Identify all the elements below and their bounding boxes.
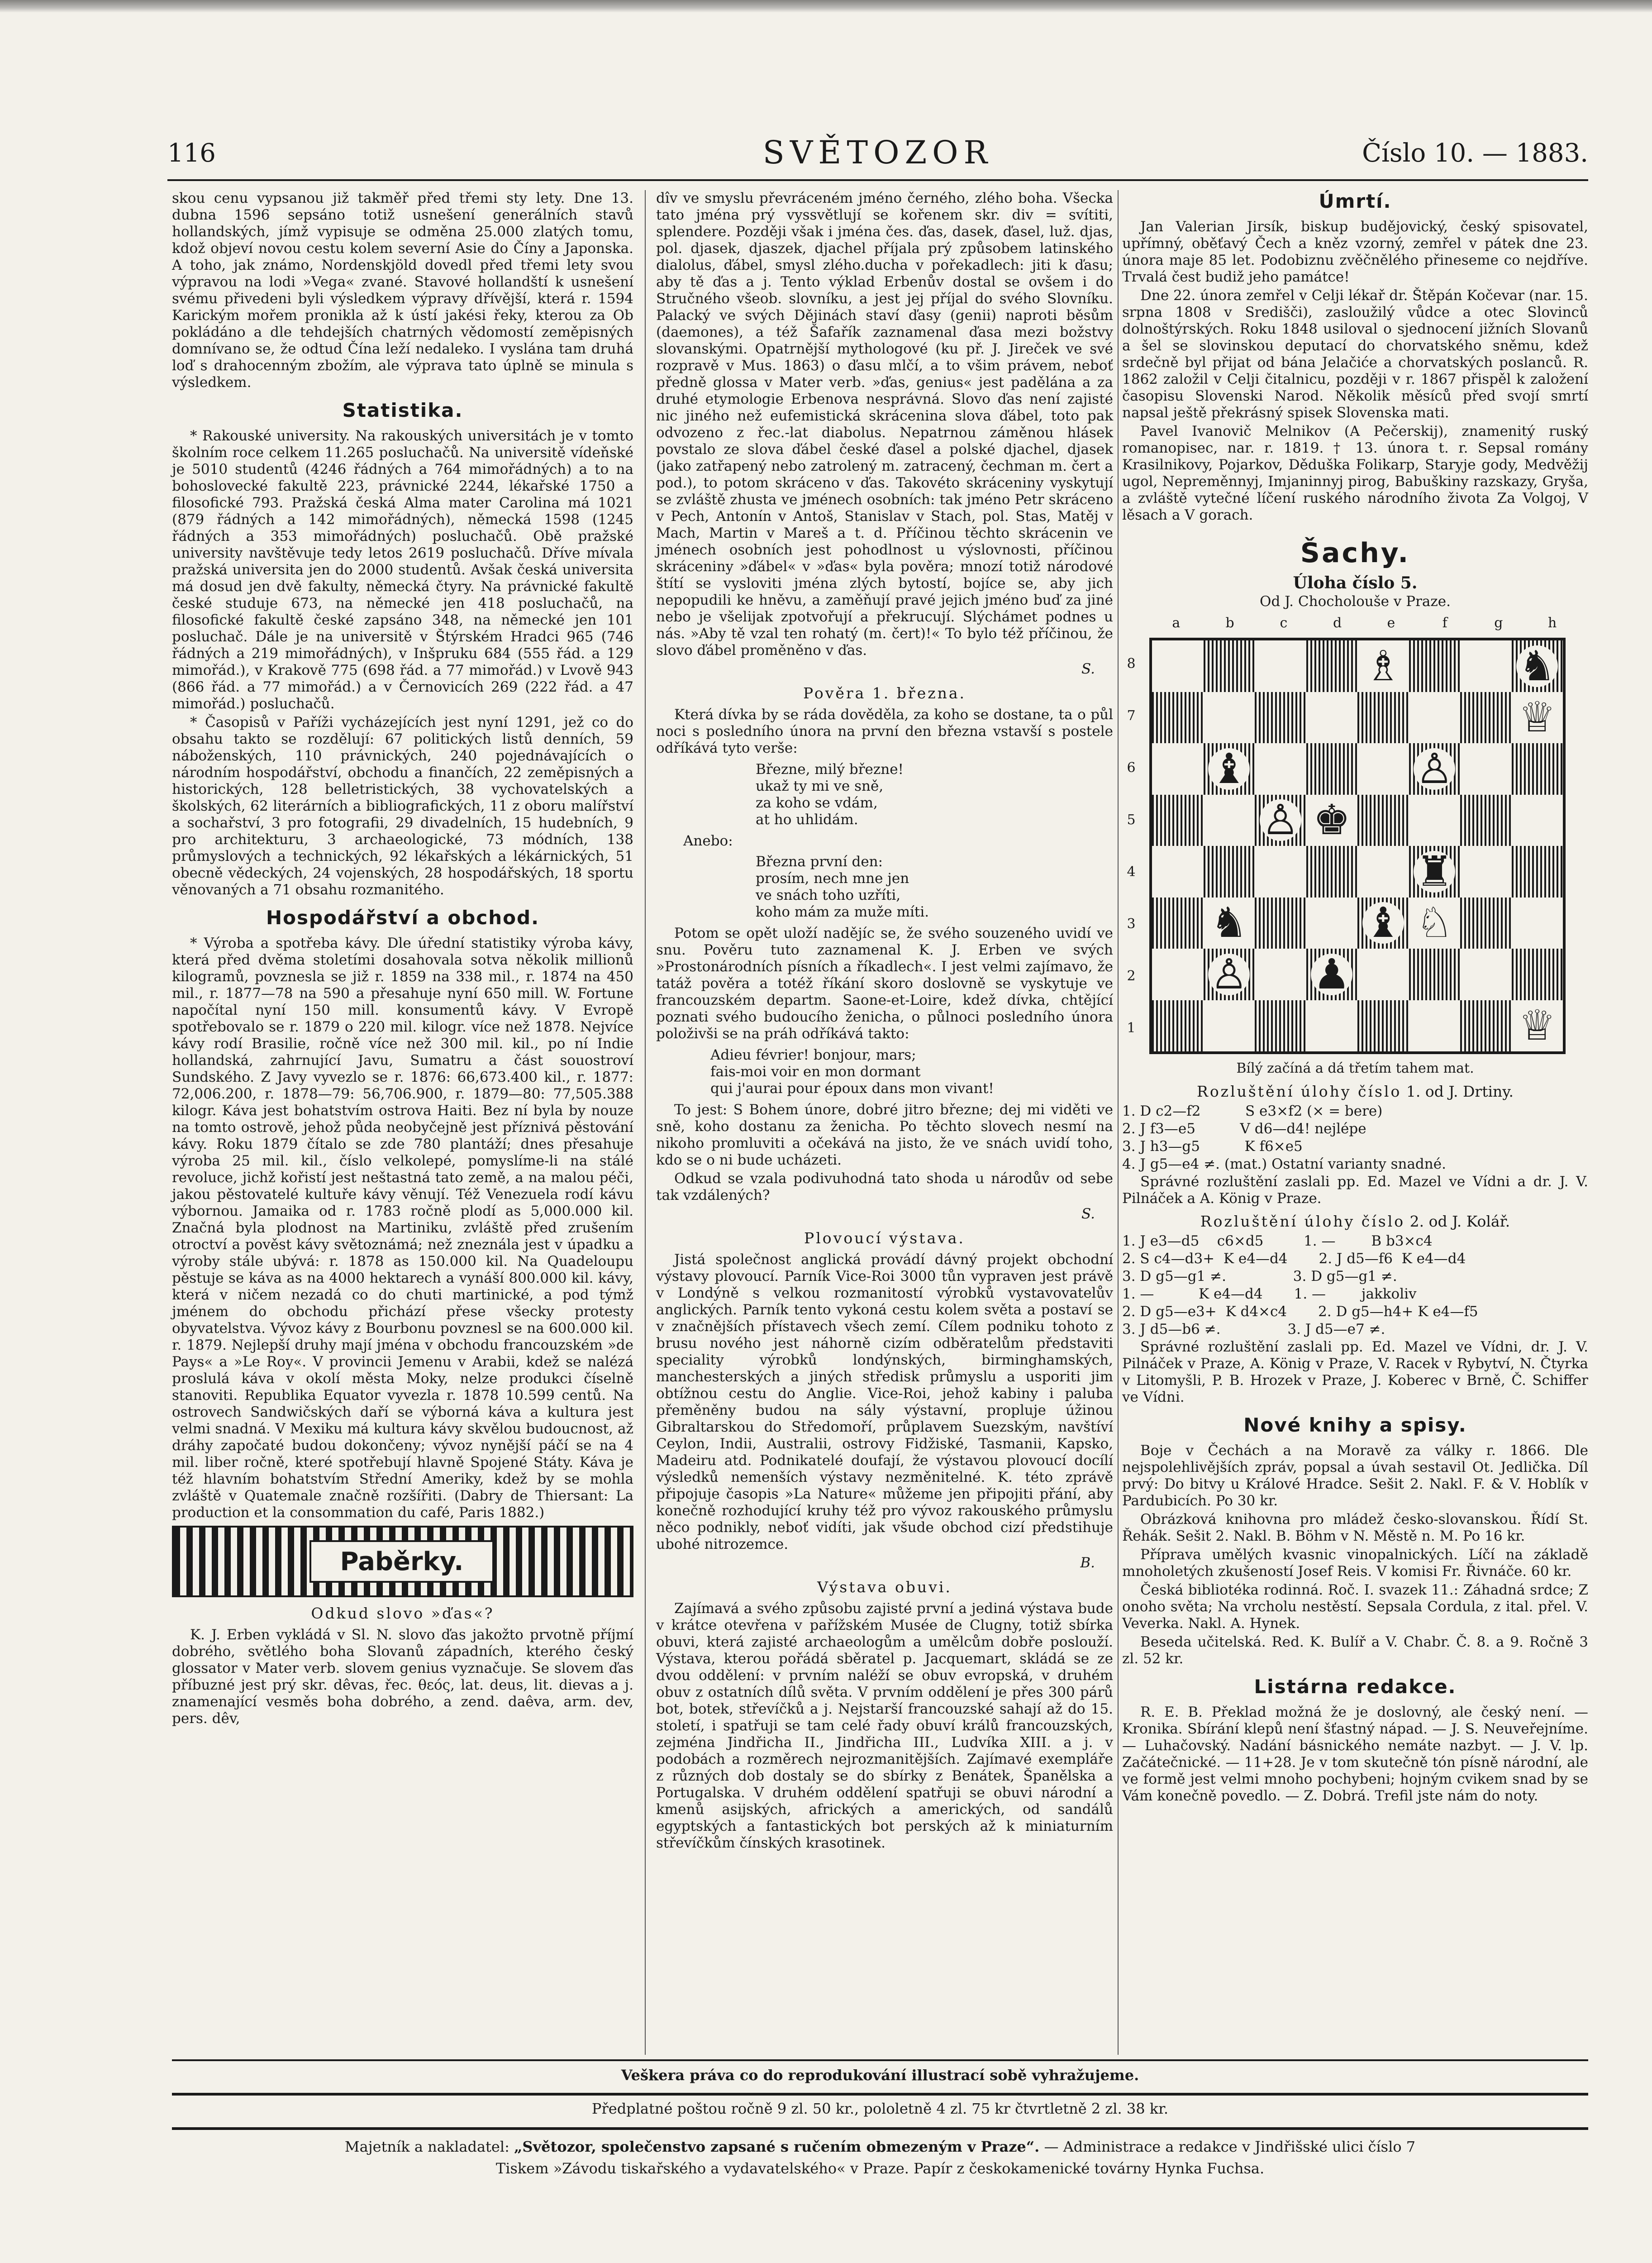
solution-2-moves	[1122, 1233, 1588, 1338]
board-square	[1357, 743, 1409, 795]
move-line: 1. D c2—f2 S e3×f2 (× = bere)	[1122, 1103, 1383, 1119]
board-square	[1306, 640, 1358, 692]
solution-1-moves	[1122, 1103, 1588, 1173]
board-square	[1204, 692, 1255, 744]
board-square	[1204, 949, 1255, 1000]
board-square	[1306, 743, 1358, 795]
paragraph: skou cenu vypsanou již takměř před třemi sty lety. Dne 13. dubna 1596 sepsáno totiž usnešení generálních stavů hollandských, jímž vypisuje se odměna 25.000 zlatých tomu, kdož objeví novou cestu kolem severní Asie do Číny a Japonska. A toho, jak známo, Nordenskjöld dovedl před třemi lety svou výpravou na lodi »Vega« zvané. Stavové hollandští k usnešení svému přivedeni byli výsledkem výpravy dřívější, která r. 1594 Karickým mořem pronikla až k ústí jakési řeky, kterou za Ob pokládáno a dle tehdejších chatrných vědomostí zeměpisných domnívano se, že odtud Čína leží nedaleko. I vyslána tam druhá loď s drahocenným zbožím, ale výprava tato úplně se minula s výsledkem.	[172, 190, 633, 391]
board-square	[1306, 1000, 1358, 1052]
chess-piece: ♙	[1414, 748, 1455, 790]
section-heading-hospodarstvi: Hospodářství a obchod.	[266, 907, 540, 929]
author-sign: S.	[1081, 661, 1095, 677]
board-square	[1152, 1000, 1204, 1052]
verse-line: ve snách toho uzříti,	[756, 887, 901, 903]
chess-piece: ♝	[1362, 902, 1404, 944]
rank-label: 4	[1127, 864, 1136, 880]
board-square	[1409, 743, 1461, 795]
section-heading-umrti: Úmrtí.	[1319, 190, 1392, 212]
move-line: 1. — K e4—d4 1. — jakkoliv	[1122, 1286, 1417, 1302]
chess-piece: ♘	[1414, 902, 1455, 944]
board-square	[1409, 949, 1461, 1000]
paragraph: Česká bibliotéka rodinná. Roč. I. svazek 11.: Záhadná srdce; Z onoho světa; Na vrcholu nestěstí. Sepsala Cordula, z ital. přel. V. Veverka. Nakl. A. Hynek.	[1122, 1582, 1588, 1632]
page-number: 116	[167, 138, 216, 168]
solution-1-title-prefix: Rozluštění úlohy číslo	[1196, 1083, 1402, 1100]
intro-text	[172, 190, 633, 391]
solution-1-title	[1122, 1083, 1588, 1100]
move-line: 4. J g5—e4 ≠. (mat.) Ostatní varianty snadné.	[1122, 1156, 1446, 1172]
paragraph: To jest: S Bohem únore, dobré jitro březne; dej mi viděti ve sně, koho dostanu za ženicha. Po těchto slovech nesmí na nikoho promluviti a očekává na jisto, že ve snách uvidí toho, kdo se o ni bude ucházeti.	[656, 1102, 1113, 1168]
section-heading-statistika: Statistika.	[342, 399, 463, 421]
file-label: d	[1333, 615, 1342, 631]
solution-2-title-prefix: Rozluštění úlohy číslo	[1200, 1213, 1405, 1230]
section-heading-sachy: Šachy.	[1300, 537, 1410, 569]
paragraph: Potom se opět uloží nadějíc se, že svého souzeného uvidí ve snu. Pověru tuto zaznamenal K. J. Erben ve svých »Prostonárodních písních a říkadlech«. I jest velmi zajímavo, že tatáž pověra a totéž říkání skoro doslovně se vyskytuje ve francouzském departm. Saone-et-Loire, kdež dívka, chtějící poznati svého budoucího ženicha, o půlnoci posledního února položivši se na práh odříkává takto:	[656, 925, 1113, 1042]
verse-label: Anebo:	[683, 833, 733, 849]
solution-2-title-suffix: 2. od J. Kolář.	[1409, 1213, 1510, 1230]
rank-label: 6	[1127, 760, 1136, 776]
author-sign: S.	[1081, 1206, 1095, 1222]
rank-label: 8	[1127, 656, 1136, 672]
plovouci-text	[656, 1251, 1113, 1553]
board-square	[1357, 1000, 1409, 1052]
verse-block-french	[710, 1047, 1113, 1097]
verse-line: Březne, milý březne!	[756, 761, 904, 778]
verse-line: ukaž ty mi ve sně,	[756, 778, 884, 794]
paragraph: K. J. Erben vykládá v Sl. N. slovo ďas jakožto prvotně příjmí dobrého, světlého boha Slovanů západních, kterého český glossator v Mater verb. slovem genius vyznačuje. Se slovem ďas příbuzné jest prý skr. dêvas, řec. θεός, lat. deus, lit. dievas a j. znamenající vesměs boha dobrého, a zend. daêva, arm. dev, pers. dêv,	[172, 1627, 633, 1727]
column-3	[1122, 190, 1588, 1806]
board-square	[1152, 795, 1204, 846]
verse-line: qui j'aurai pour époux dans mon vivant!	[710, 1080, 994, 1097]
paragraph: Zajímavá a svého způsobu zajisté první a jediná výstava bude v krátce otevřena v pařížském Musée de Clugny, totiž sbírka obuvi, která zajisté archaeologům a umělcům dobře poslouží. Výstava, kterou pořádá sběratel p. Jacquemart, skládá se ze dvou oddělení: v prvním naléží se obuv evropská, v druhém obuv z ostatních dílů světa. V prvním oddělení je přes 300 párů bot, botek, střevíčků a j. Nejstarší francouzské sahají až do 15. století, i spatřuji se tam celé řady obuví králů francouzských, zejména Jindřicha II., Jindřicha III., Ludvíka XIII. a j. v podobách a rozměrech nejrozmanitějších. Zajímavé exempláře z různých dob dostaly se do sbírky z Benátek, Španělska a Portugalska. V druhém oddělení spatřuji se obuvi národní a kmenů asijských, afrických a amerických, od sandálů egyptských a fantastických bot perských až k miniaturním střevíčkům čínských krasotinek.	[656, 1600, 1113, 1851]
board-square	[1152, 640, 1204, 692]
move-line: 2. S c4—d3+ K e4—d4 2. J d5—f6 K e4—d4	[1122, 1251, 1466, 1267]
move-line: 1. J e3—d5 c6×d5 1. — B b3×c4	[1122, 1233, 1433, 1249]
paragraph: * Časopisů v Paříži vycházejících jest nyní 1291, jež co do obsahu takto se rozdělují: 67 politických listů denních, 59 náboženských, 110 právnických, 240 pojednávajících o národním hospodářství, obchodu a finančích, 22 zeměpisných a historických, 128 belletristických, 38 vychovatelských a školských, 62 literárních a bibliografických, 11 z oboru malířství a sochařství, 3 pro fotografii, 29 divadelních, 15 hudebních, 9 pro architekturu, 3 archaeologické, 73 módních, 138 průmyslových a technických, 92 lékařských a lékárnických, 51 obecně vědeckých, 24 vojenských, 28 hospodářských, 18 sportu věnovaných a 71 obsahu rozmanitého.	[172, 714, 633, 898]
verse-line: za koho se vdám,	[756, 795, 878, 811]
board-square	[1460, 949, 1512, 1000]
move-line: 3. D g5—g1 ≠. 3. D g5—g1 ≠.	[1122, 1268, 1397, 1284]
board-square	[1357, 795, 1409, 846]
board-square	[1357, 692, 1409, 744]
file-label: e	[1387, 615, 1395, 631]
board-square	[1512, 846, 1563, 898]
odkud-text	[172, 1627, 633, 1727]
paragraph: Jistá společnost anglická provádí dávný projekt obchodní výstavy plovoucí. Parník Vice-Roi 3000 tůn vypraven jest právě v Londýně s velkou rozmanitostí výrobků vystavovatelův anglických. Parník tento vykoná cestu kolem světa a postaví se v značnějších přístavech všech zemí. Cílem podniku tohoto z brusu nového jest náhorně cizím odběratelům představiti speciality výrobků londýnských, birminghamských, manchesterských a jiných středisk průmyslu a usporiti jim obtížnou cestu do Anglie. Vice-Roi, jehož kabiny i paluba přeměněny budou na sály výstavní, propluje úžinou Gibraltarskou do Středomoří, průplavem Suezským, navštíví Ceylon, Indii, Australii, ostrovy Fidžiské, Tasmanii, Kapsko, Madeiru atd. Podnikatelé doufají, že výstavou plovoucí docílí výsledků nemenších výstavy nezměnitelné. K. této zprávě připojuje časopis »La Nature« můžeme jen připojiti přání, aby konečně rozhodující kruhy též pro vývoz rakouského průmyslu něco podnikly, neboť vidíti, jak všude obchod cizí předstihuje ubohé nitrozemce.	[656, 1251, 1113, 1552]
board-square	[1255, 795, 1306, 846]
rank-label: 7	[1127, 708, 1136, 724]
board-square	[1255, 846, 1306, 898]
paragraph: Jan Valerian Jirsík, biskup budějovický, český spisovatel, upřímný, oběťavý Čech a kněz vzorný, zemřel v pátek dne 23. února maje 85 let. Podobiznu zvěčnělého přineseme co nejdříve. Trvalá čest budiž jeho památce!	[1122, 219, 1588, 285]
board-square	[1204, 846, 1255, 898]
paragraph: * Rakouské university. Na rakouských universitách je v tomto školním roce celkem 11.265 posluchačů. Na universitě vídeňské je 5010 studentů (4246 řádných a 764 mimořádných) a to na bohoslovecké fakultě 223, právnické 2244, lékařské 1750 a filosofické 793. Pražská česká Alma mater Carolina má 1021 (879 řádných a 142 mimořádných), německá 1598 (1245 řádných a 353 mimořádných) posluchačů. Obě pražské university navštěvuje tedy letos 2619 posluchačů. Dříve mívala pražská universita jen do 2000 studentů. Avšak česká universita má dosud jen dvě fakulty, německá čtyry. Na právnické fakultě české studuje 673, na německé jen 418 posluchačů, na filosofické fakultě české zapsáno 348, na německé jen 101 posluchač. Dále je na universitě v Štýrském Hradci 965 (746 řádných a 219 mimořádných), v Inšpruku 684 (555 řád. a 129 mimořád.), v Krakově 775 (698 řád. a 77 mimořád.) v Lvově 943 (866 řád. a 77 mimořád.) a v Černovicích 269 (222 řád. a 47 mimořád.) posluchačů.	[172, 428, 633, 712]
board-square	[1152, 846, 1204, 898]
board-square	[1460, 846, 1512, 898]
footer-rule	[172, 2127, 1588, 2130]
article-heading-odkud: Odkud slovo »ďas«?	[311, 1604, 495, 1622]
chess-diagram	[1122, 615, 1588, 1059]
paragraph: Beseda učitelská. Red. K. Bulíř a V. Chabr. Č. 8. a 9. Ročně 3 zl. 52 kr.	[1122, 1634, 1588, 1667]
footer-rights: Veškera práva co do reprodukování illustrací sobě vyhražujeme.	[621, 2067, 1139, 2084]
board-square	[1152, 692, 1204, 744]
issue-number: Číslo 10. — 1883.	[1362, 138, 1588, 168]
knihy-text	[1122, 1442, 1588, 1667]
umrti-text	[1122, 219, 1588, 524]
povera-text-end	[656, 1102, 1113, 1204]
board-square	[1409, 898, 1461, 949]
board-square	[1204, 743, 1255, 795]
chess-piece: ♟	[1311, 954, 1352, 995]
board-square	[1512, 1000, 1563, 1052]
paragraph: dîv ve smyslu převráceném jméno černého, zlého boha. Všecka tato jména prý vyssvětlují se kořenem skr. div = svítiti, splendere. Později však i jména čes. ďas, dasek, ďasel, luž. djas, pol. djasek, djaszek, djachel příjala prý způsobem latinského dialolus, ďábel, smysl zlého.ducha v pořekadlech: jiti k ďasu; aby tě ďas a j. Tento výklad Erbenův dostal se ovšem i do Stručného všeob. slovníku, a jest jej příjal do svého Slovníku. Palacký ve svých Dějinách staví ďasy (genii) naproti běsům (daemones), a též Šafařík zaznamenal ďasa mezi božstvy slovanskými. Opatrnější mythologové (ku př. J. Jireček ve své rozpravě v Mus. 1863) o ďasu mlčí, a to všim právem, neboť předně glossa v Mater verb. »ďas, genius« jest padělána a za druhé etymologie Erbenova nesprávná. Slovo ďas není zajisté nic jiného než eufemistická skrácenina slova ďábel, toto pak odvozeno z řec.-lat diabolus. Nepatrnou záměnou hlásek povstalo ze slova ďábel české ďasel a polské djachel, djasek (jako zatřapený nebo zatrolený m. zatracený, čechman m. čert a pod.), to potom skráceno v ďas. Takovéto skráceniny vyskytují se zvláště zhusta ve jménech osobních: tak jméno Petr skráceno v Pech, Antonín v Antoš, Stanislav v Stach, pol. Stas, Matěj v Mach, Martin v Mareš a t. d. Příčinou těchto skrácenin ve jménech osobních jest pohodlnost u výslovnosti, příčinou skráceniny »ďábel« v »ďas« byla pověra; mnozí totiž národové štítí se vysloviti jména zlých bytostí, bojíce se, aby jich nepopudili ke hněvu, a zaměňují pravé jejich jméno buď za jiné nebo je všelijak zpotvořují a překrucují. Slýchámet podnes u nás. »Aby tě vzal ten rohatý (m. čert)!« To bylo též příčinou, že slovo ďábel proměněno v ďas.	[656, 190, 1113, 659]
board-square	[1357, 949, 1409, 1000]
footer-rule	[172, 2059, 1588, 2061]
chess-task-title: Úloha číslo 5.	[1293, 573, 1418, 592]
chess-task-author: Od J. Chocholouše v Praze.	[1260, 593, 1451, 610]
move-line: 3. J d5—b6 ≠. 3. J d5—e7 ≠.	[1122, 1321, 1385, 1337]
chess-piece: ♕	[1516, 697, 1558, 738]
column-separator	[1118, 190, 1119, 2055]
chess-piece: ♞	[1516, 645, 1558, 687]
board-square	[1512, 692, 1563, 744]
verse-block	[756, 854, 1113, 921]
board-square	[1409, 846, 1461, 898]
board-square	[1512, 743, 1563, 795]
verse-line: Března první den:	[756, 854, 883, 870]
board-square	[1306, 949, 1358, 1000]
file-label: h	[1547, 615, 1557, 631]
footer-publisher	[172, 2138, 1588, 2155]
hospodarstvi-text	[172, 935, 633, 1521]
scan-edge	[0, 0, 1652, 13]
board-square	[1204, 898, 1255, 949]
board-square	[1512, 795, 1563, 846]
paragraph: * Výroba a spotřeba kávy. Dle úřední statistiky výroba kávy, která před dvěma stoletími dosahovala sotva několik millionů kilogramů, povznesla se již r. 1859 na 338 mil., r. 1874 na 450 mil., r. 1877—78 na 590 a přesahuje nyní 650 mill. W. Fortune napočítal nyní 150 mill. konsumentů kávy. V Evropě spotřebovalo se r. 1879 o 220 mil. kilogr. více než 1878. Nejvíce kávy rodí Brasilie, ročně více než 300 mil. kil., po ní Indie hollandská, zahrnující Javu, Sumatru a část souostroví Sundského. Z Javy vyvezlo se r. 1876: 66,673.400 kil., r. 1877: 72,006.200, r. 1878—79: 56,706.900, r. 1879—80: 77,505.388 kilogr. Káva jest bohatstvím ostrova Haiti. Bez ní byla by nouze na tomto ostrově, jehož půda neobyčejně jest příznivá pěstování kávy. Roku 1879 čítalo se zde 780 plantáží; dnes přesahuje výroba 25 mil. kil., číslo velkolepé, pomyslíme-li na stálé revoluce, jichž kořistí jest neštastná tato země, a na malou péči, jakou pěstovatelé kultuře kávy věnují. Též Venezuela rodí kávu výbornou. Jamaika od r. 1783 ročně plodí as 5,000.000 kil. Značná byla plodnost na Martiniku, zvláště před zrušením otroctví a pověst kávy světoznámá; než zneznála jest v úpadku a výroby stále ubývá: r. 1878 as 150.000 kil. Na Quadeloupu pěstuje se káva as na 4000 hektarech a vynáší 800.000 kil. kávy, která v ničem nezadá co do chuti martinické, a pod týmž jménem do obchodu přichází přese všecky protesty obyvatelstva. Vývoz kávy z Bourbonu povznesl se na 600.000 kil. r. 1879. Nejlepší druhy mají jména v obchodu francouzském »de Pays« a »Le Roy«. V provincii Jemenu v Arabii, kdež se nalézá proslulá káva v okolí města Moky, nelze produkci číselně stanoviti. Republika Equator vyvezla r. 1878 10.599 centů. Na ostrovech Sandwičských daří se výborná káva a kultura jest velmi snadná. V Mexiku má kultura kávy skvělou budoucnost, až dráhy započaté budou dokončeny; vývoz nynější páčí se na 4 mil. liber ročně, které spotřebují hlavně Spojené Státy. Káva je též hlavním bohatstvím Střední Ameriky, kdež by se mohla zvláště v Quatemale značně rozšířiti. (Dabry de Thiersant: La production et la consommation du café, Paris 1882.)	[172, 935, 633, 1521]
rank-label: 2	[1127, 968, 1136, 984]
article-heading-obuvi: Výstava obuvi.	[817, 1578, 952, 1596]
board-square	[1409, 692, 1461, 744]
board-square	[1255, 1000, 1306, 1052]
verse-block	[756, 761, 1113, 828]
board-square	[1460, 640, 1512, 692]
author-sign: B.	[1080, 1555, 1095, 1571]
board-square	[1255, 949, 1306, 1000]
paragraph: Odkud se vzala podivuhodná tato shoda u národův od sebe tak vzdálených?	[656, 1170, 1113, 1203]
board-square	[1409, 640, 1461, 692]
paragraph: Příprava umělých kvasnic vinopalnických. Líčí na základě mnoholetých zkušeností Josef Reis. V komisi Fr. Řivnáče. 60 kr.	[1122, 1547, 1588, 1580]
board-square	[1255, 640, 1306, 692]
column-2	[656, 190, 1113, 1853]
publisher-name: „Světozor, společenstvo zapsané s ručením obmezeným v Praze“.	[514, 2138, 1040, 2155]
board-square	[1152, 949, 1204, 1000]
paragraph: Boje v Čechách a na Moravě za války r. 1866. Dle nejspolehlivějších zpráv, popsal a úvah sestavil Ot. Jedlička. Díl prvý: Do bitvy u Králové Hradce. Sešit 2. Nakl. F. & V. Hoblík v Pardubicích. Po 30 kr.	[1122, 1442, 1588, 1509]
footer-rule	[172, 2093, 1588, 2096]
paberky-banner	[172, 1526, 633, 1597]
section-heading-knihy: Nové knihy a spisy.	[1243, 1414, 1467, 1436]
verse-line: prosím, nech mne jen	[756, 870, 909, 887]
board-square	[1460, 795, 1512, 846]
board-square	[1255, 743, 1306, 795]
journal-title: SVĚTOZOR	[762, 134, 993, 171]
move-line: 3. J h3—g5 K f6×e5	[1122, 1138, 1303, 1155]
chess-piece: ♗	[1362, 645, 1404, 687]
publisher-prefix: Majetník a nakladatel:	[344, 2138, 509, 2155]
board-square	[1512, 640, 1563, 692]
file-label: a	[1172, 615, 1181, 631]
solution-2-solvers: Správné rozluštění zaslali pp. Ed. Mazel ve Vídni, dr. J. V. Pilnáček v Praze, A. König v Praze, V. Racek v Rybytví, N. Čtyrka v Litomyšli, P. B. Hrozek v Praze, J. Koberec v Brně, Č. Schiffer ve Vídni.	[1122, 1339, 1588, 1405]
board-square	[1460, 898, 1512, 949]
rank-labels	[1122, 638, 1140, 1054]
article-heading-plovouci: Plovoucí výstava.	[804, 1229, 965, 1247]
file-label: b	[1225, 615, 1234, 631]
move-line: 2. D g5—e3+ K d4×c4 2. D g5—h4+ K e4—f5	[1122, 1303, 1478, 1320]
povera-text	[656, 925, 1113, 1042]
paberky-label: Paběrky.	[340, 1547, 464, 1576]
header-rule	[167, 179, 1588, 181]
board-square	[1460, 692, 1512, 744]
board-square	[1255, 898, 1306, 949]
file-label: f	[1442, 615, 1447, 631]
board-square	[1306, 898, 1358, 949]
statistika-text	[172, 428, 633, 898]
board-square	[1460, 1000, 1512, 1052]
board-square	[1306, 795, 1358, 846]
column-1	[172, 190, 633, 1729]
board-square	[1409, 1000, 1461, 1052]
board-square	[1357, 898, 1409, 949]
move-line: 2. J f3—e5 V d6—d4! nejlépe	[1122, 1121, 1366, 1137]
section-heading-listarna: Listárna redakce.	[1254, 1676, 1457, 1698]
board-square	[1204, 640, 1255, 692]
publisher-suffix: — Administrace a redakce v Jindřišské ulici číslo 7	[1044, 2138, 1416, 2155]
rank-label: 3	[1127, 916, 1136, 932]
povera-intro: Která dívka by se ráda dověděla, za koho se dostane, ta o půl noci s posledního února na první den března vstavší s postele odříkává tyto verše:	[656, 707, 1113, 756]
odkud-continued-text	[656, 190, 1113, 659]
board-square	[1306, 846, 1358, 898]
paragraph: Dne 22. února zemřel v Celji lékař dr. Štěpán Kočevar (nar. 15. srpna 1808 v Središči), zasloužilý vůdce a otec Slovinců dolnoštýrských. Roku 1848 usiloval o sjednocení jižních Slovanů a šel se slovinskou deputací do chorvatského sněmu, kdež srdečně byl přijat od bána Jelačiće a chorvatských poslanců. R. 1862 založil v Celji čitalnicu, později v r. 1867 přispěl k založení časopisu Slovenski Narod. Několik měsíců před svojí smrtí napsal ještě překrásný spisek Slovenska mati.	[1122, 287, 1588, 421]
file-labels	[1149, 615, 1579, 633]
paberky-label-frame	[309, 1540, 494, 1583]
listarna-text: R. E. B. Překlad možná že je doslovný, ale český není. — Kronika. Sbírání klepů není šťastný nápad. — J. S. Neuveřejníme. — Luhačovský. Nadání básnického nemáte nazbyt. — J. V. lp. Začátečnické. — 11+28. Je v tom skutečně tón písně národní, ale ve formě jest velmi mnoho pochybeni; hojným cvikem snad by se Vám konečně povedlo. — Z. Dobrá. Trefil jste nám do noty.	[1122, 1704, 1588, 1804]
column-separator	[645, 190, 646, 2055]
obuvi-text	[656, 1600, 1113, 1852]
board-square	[1255, 692, 1306, 744]
article-heading-povera: Pověra 1. března.	[803, 684, 966, 702]
board-square	[1204, 795, 1255, 846]
board-square	[1409, 795, 1461, 846]
verse-line: fais-moi voir en mon dormant	[710, 1064, 921, 1080]
page-header	[167, 134, 1588, 175]
board-square	[1204, 1000, 1255, 1052]
footer-printer: Tiskem »Závodu tiskařského a vydavatelského« v Praze. Papír z českokamenické továrny Hynka Fuchsa.	[495, 2160, 1265, 2177]
chess-piece: ♚	[1311, 799, 1352, 841]
solution-1-solvers: Správné rozluštění zaslali pp. Ed. Mazel ve Vídni a dr. J. V. Pilnáček a A. König v Praze.	[1122, 1174, 1588, 1207]
board-square	[1357, 846, 1409, 898]
board-square	[1357, 640, 1409, 692]
board-square	[1512, 949, 1563, 1000]
board-square	[1306, 692, 1358, 744]
verse-line: koho mám za muže míti.	[756, 904, 929, 920]
file-label: c	[1280, 615, 1288, 631]
board-square	[1460, 743, 1512, 795]
verse-line: at ho uhlidám.	[756, 812, 858, 828]
chess-board	[1149, 638, 1566, 1054]
chess-piece: ♜	[1414, 851, 1455, 893]
footer-subscription: Předplatné poštou ročně 9 zl. 50 kr., pololetně 4 zl. 75 kr čtvrtletně 2 zl. 38 kr.	[591, 2100, 1169, 2117]
chess-piece: ♞	[1208, 902, 1250, 944]
verse-line: Adieu février! bonjour, mars;	[710, 1047, 916, 1063]
board-square	[1152, 898, 1204, 949]
rank-label: 1	[1127, 1020, 1136, 1036]
board-square	[1152, 743, 1204, 795]
chess-piece: ♕	[1516, 1005, 1558, 1046]
rank-label: 5	[1127, 812, 1136, 828]
chess-piece: ♙	[1260, 799, 1301, 841]
paragraph: Obrázková knihovna pro mládež česko-slovanskou. Řídí St. Řehák. Sešit 2. Nakl. B. Böhm v N. Městě n. M. Po 16 kr.	[1122, 1511, 1588, 1544]
paragraph: Pavel Ivanovič Melnikov (A Pečerskij), znamenitý ruský romanopisec, nar. r. 1819. † 13. února t. r. Sepsal romány Krasilnikovy, Pojarkov, Děduška Folikarp, Staryje gody, Medvěžij ugol, Nepreměnnyj, Imjaninnyj pirog, Babuškiny razskazy, Gryša, a zvláště vytečné líčení ruského národního života Za Volgoj, V lěsach a V gorach.	[1122, 423, 1588, 523]
chess-piece: ♝	[1208, 748, 1250, 790]
solution-1-title-suffix: 1. od J. Drtiny.	[1406, 1083, 1514, 1100]
solution-2-title	[1122, 1213, 1588, 1230]
chess-piece: ♙	[1208, 954, 1250, 995]
board-square	[1512, 898, 1563, 949]
file-label: g	[1494, 615, 1503, 631]
chess-caption: Bílý začíná a dá třetím tahem mat.	[1236, 1060, 1474, 1076]
